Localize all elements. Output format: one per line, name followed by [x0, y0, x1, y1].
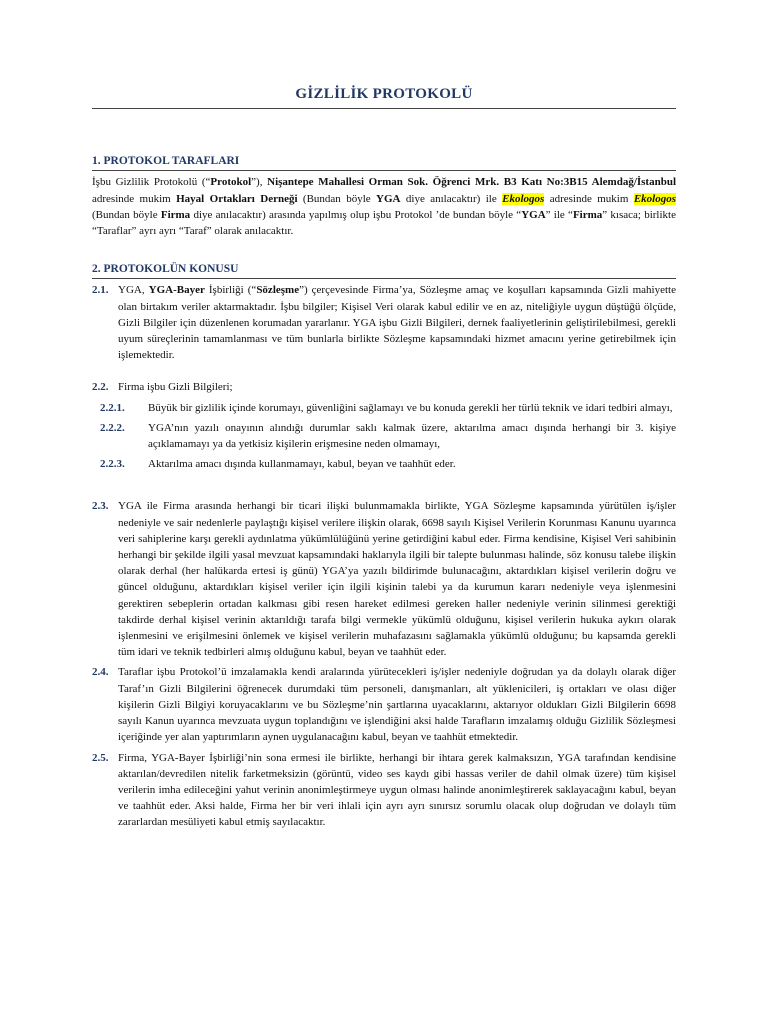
clause-number: 2.1. [92, 284, 109, 297]
clause-2-3 [92, 498, 676, 660]
clause-number: 2.3. [92, 500, 109, 513]
clause-number: 2.5. [92, 751, 109, 764]
subclause-text: Aktarılma amacı dışında kullanmamayı, kabul, beyan ve taahhüt eder. [148, 458, 456, 471]
clause-2-2 [92, 379, 676, 395]
clause-text: YGA, YGA-Bayer İşbirliği (“Sözleşme”) çerçevesinde Firma’ya, Sözleşme amaç ve koşulları kapsamında Gizli mahiyette olan birtakım veriler aktarmaktadır. İşbu bilgiler; Kişisel Veri olarak kabul edilir ve en az, niteliğiyle uygun düştüğü ölçüde, Gizli Bilgiler için düzenlenen korumadan yararlanır. YGA işbu Gizli Bilgileri, dernek faaliyetlerinin geliştirilebilmesi, gerekli uyum süreçlerinin tamamlanması ve tüm bunlarla birlikte Sözleşme kapsamındaki hizmet amacını yerine getirebilmek için işlemektedir. [118, 284, 676, 362]
clause-text: Firma işbu Gizli Bilgileri; [118, 381, 233, 394]
clause-text: YGA ile Firma arasında herhangi bir ticari ilişki bulunmamakla birlikte, YGA Sözleşme kapsamında yürütülen iş/işler nedeniyle ve sair nedenlerle paylaştığı kişisel verilere ilişkin olarak, 6698 sayılı Kişisel Verilerin Korunması Kanunu uyarınca veri sahiplerine karşı gerekli aydınlatma yükümlülüğünü yerine getirdiğini kabul eder. Firma kendisine, Kişisel Veri sahibinin herhangi bir şekilde ilgili yasal mevzuat kapsamındaki haklarıyla ilgili bir talepte bulunması halinde, söz konusu talebe ilişkin olarak derhal (her halükarda ertesi iş günü) YGA’ya yazılı bildirimde bulunacağını, aktardıkları kişisel verilerin doğru ve güncel olduğunu, aktardıkları kişisel veriler için ilgili kişinin talebi ya da kurumun kararı nedeniyle veya işlenmesini gerektiren sebeplerin ortadan kalkması gibi resen hareket edilmesi gereken haller nedeniyle verinin silinmesi gerektiği takdirde derhal kişisel verinin aktarıldığı tarafa bilgi vermekle yükümlü olduğunu, kişisel verilerin hukuka aykırı olarak işlenmesini ve erişilmesini önlemek ve kişisel verilerin muhafazasını sağlamakla yükümlü olduğunu; bu kapsamda gerekli tüm idari ve teknik tedbirleri almış olduğunu kabul, beyan ve taahhüt eder. [118, 500, 676, 659]
clause-text: Firma, YGA-Bayer İşbirliği’nin sona ermesi ile birlikte, herhangi bir ihtara gerek kalmaksızın, YGA tarafından kendisine aktarılan/devredilen nitelik farketmeksizin (görüntü, video ses kaydı gibi hassas veriler de dahil olmak üzere) tüm kişisel verilerin imha edileceğini yahut verinin anonimleştirmeye uygun olması halinde anonimleştirerek saklayacağını kabul, beyan ve taahhüt eder. Aksi halde, Firma her bir veri ihlali için ayrı ayrı sınırsız sorumlu olacak olup doğrudan ve dolaylı tüm zararlardan mesüliyeti kabul etmiş sayılacaktır. [118, 751, 676, 829]
clause-2-5 [92, 750, 676, 831]
clause-2-4 [92, 664, 676, 745]
clause-number: 2.4. [92, 666, 109, 679]
subclause-number: 2.2.1. [100, 401, 125, 414]
section-heading-subject: 2. PROTOKOLÜN KONUSU [92, 261, 676, 279]
subclause-text: Büyük bir gizlilik içinde korumayı, güvenliğini sağlamayı ve bu konuda gerekli her türlü teknik ve idari tedbiri almayı, [148, 401, 673, 414]
subclause-2-2-3 [100, 456, 676, 472]
highlighted-party-name: Ekologos [502, 192, 545, 205]
subclause-number: 2.2.3. [100, 458, 125, 471]
subclause-2-2-1 [100, 400, 676, 416]
section-heading-parties: 1. PROTOKOL TARAFLARI [92, 153, 676, 171]
highlighted-party-address: Ekologos [633, 192, 676, 205]
clause-number: 2.2. [92, 381, 109, 394]
subclause-2-2-2 [100, 420, 676, 452]
subclause-number: 2.2.2. [100, 421, 125, 434]
parties-paragraph: İşbu Gizlilik Protokolü (“Protokol”), Nişantepe Mahallesi Orman Sok. Öğrenci Mrk. B3 Katı No:3B15 Alemdağ/İstanbul adresinde mukim Hayal Ortakları Derneği (Bundan böyle YGA diye anılacaktır) ile Ekologos adresinde mukim Ekologos (Bundan böyle Firma diye anılacaktır) arasında yapılmış olup işbu Protokol ’de bundan böyle “YGA” ile “Firma” kısaca; birlikte “Taraflar” ayrı ayrı “Taraf” olarak anılacaktır. [92, 176, 677, 238]
clause-2-1 [92, 282, 676, 363]
document-title: GİZLİLİK PROTOKOLÜ [92, 86, 676, 109]
clause-text: Taraflar işbu Protokol’ü imzalamakla kendi aralarında yürütecekleri iş/işler nedeniyle doğrudan ya da dolaylı olarak diğer Taraf’ın Gizli Bilgilerini öğrenecek durumdaki tüm personeli, danışmanları, alt yüklenicileri, iş ortakları ve olası diğer kişilerin Gizli Bilgiyi koruyacaklarını ve bu Sözleşme’nin şartlarına uyacaklarını, aktarıyor oldukları Gizli Bilgilerin 6698 sayılı Kanun uyarınca mevzuata uygun toplandığını ve işlendiğini aksi halde Tarafların imzalamış olduğu Gizlilik Sözleşmesi içeriğinde yer alan yaptırımların aynen uygulanacağını kabul, beyan ve taahhüt etmektedir. [118, 666, 676, 744]
subclause-text: YGA’nın yazılı onayının alındığı durumlar saklı kalmak üzere, aktarılma amacı dışında herhangi bir 3. kişiye açıklamamayı ya da yetkisiz kişilerin erişmesine neden olmamayı, [148, 421, 676, 451]
